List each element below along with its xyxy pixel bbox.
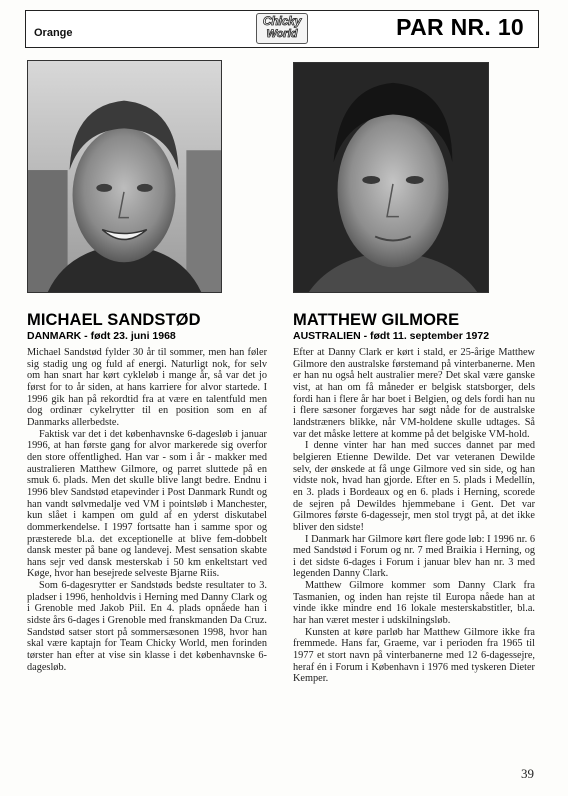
chicky-world-logo xyxy=(256,13,308,44)
paragraph: Som 6-dagesrytter er Sandstøds bedste resultater to 3. pladser i 1996, henholdvis i Herning med Danny Clark og i Grenoble med Jakob Piil. En 4. plads opnåede han i sidste års 6-dages i Grenoble med franskmanden Da Cruz. Sandstød satser stort på sommersæsonen 1998, hvor han skal være kaptajn for Team Chicky World, men forinden tørster han efter at vise sin klasse i det københavnske 6-dagesløb. xyxy=(27,580,267,673)
rider-profile-left xyxy=(27,311,267,673)
portrait-photo-left xyxy=(27,60,222,293)
paragraph: Efter at Danny Clark er kørt i stald, er 25-årige Matthew Gilmore den australske førstemand på vinterbanerne. Men er han nu også helt australier mere? Det skal være ganske vist, at han om få måneder er belgisk statsborger, dels fordi han i flere år har boet i Belgien, og dels fordi han nu i flere sæsoner forgæves har søgt nåde for de australske landstræners blikke, når VM-holdene skulle udtages. Så var det måske lettere at komme på det belgiske VM-hold. xyxy=(293,347,535,440)
rider-name: MATTHEW GILMORE xyxy=(293,311,460,329)
paragraph: Kunsten at køre parløb har Matthew Gilmore ikke fra fremmede. Hans far, Graeme, var i perioden fra 1965 til 1977 et stort navn på vinterbanerne med 12 6-dagessejre, heraf én i Forum i København i 1976 med tyskeren Dieter Kemper. xyxy=(293,626,535,685)
logo-text-line2: World xyxy=(266,28,298,40)
paragraph: Michael Sandstød fylder 30 år til sommer, men han føler sig stadig ung og fuld af energi. Naturligt nok, for selv om han snart har kørt cykleløb i mange år, så var det jo først for to år siden, at hans karriere for alvor startede. I 1996 gik han på rekordtid fra at være en talentfuld men dog ordinær cykelrytter til en position som en af Danmarks allerbedste. xyxy=(27,347,267,428)
page-header xyxy=(25,10,539,48)
paragraph: I Danmark har Gilmore kørt flere gode løb: I 1996 nr. 6 med Sandstød i Forum og nr. 7 med Braikia i Herning, og i det sidste 6-dages i Forum i januar blev han nr. 3 med legenden Danny Clark. xyxy=(293,533,535,580)
logo-text-line1: Chicky xyxy=(262,14,302,28)
rider-profile-right xyxy=(293,311,535,685)
rider-subtitle: AUSTRALIEN - født 11. september 1972 xyxy=(293,330,490,342)
portrait-photo-right xyxy=(293,62,489,293)
page-title: PAR NR. 10 xyxy=(396,14,524,40)
paragraph: Faktisk var det i det københavnske 6-dagesløb i januar 1996, at han første gang for alvor markerede sig overfor den store offentlighed. Han var - som i år - makker med australieren Matthew Gilmore, og parret sluttede på en smuk 6. plads. Men det skulle blive langt bedre. Endnu i 1996 blev Sandstød etapevinder i Post Danmark Rundt og han vandt sølvmedalje ved VM i pointsløb i Manchester, kun slået i kampen om guld af en yderst diskutabel dommerkendelse. I 1997 fortsatte han i samme spor og præsterede bl.a. det exceptionelle at blive fem-dobbelt dansk mester på bane og landevej. Mest sensation skabte hans sejr ved dansk mesterskab i 50 km enkeltstart ved Køge, hvor han besejrede selveste Bjarne Riis. xyxy=(27,428,267,580)
rider-name: MICHAEL SANDSTØD xyxy=(27,311,201,329)
paragraph: I denne vinter har han med succes dannet par med belgieren Etienne Dewilde. Det var veteranen Dewilde selv, der ønskede at få unge Gilmore ved sin side, og han vidste nok, hvad han gjorde. Efter en 5. plads i Medellín, en 3. plads i Bordeaux og en 6. plads i Herning, scorede de sejren på Dewildes hjemmebane i Gent. Det var Gilmores første 6-dagessejr, men stol trygt på, at det ikke bliver den sidste! xyxy=(293,440,535,533)
page-number: 39 xyxy=(521,766,534,781)
paragraph: Matthew Gilmore kommer som Danny Clark fra Tasmanien, og inden han rejste til Europa nåede han at vinde ikke mindre end 16 lokale mesterskabstitler, bl.a. har han været mester i udskilningsløb. xyxy=(293,580,535,627)
team-label: Orange xyxy=(34,27,73,39)
rider-subtitle: DANMARK - født 23. juni 1968 xyxy=(27,330,176,342)
